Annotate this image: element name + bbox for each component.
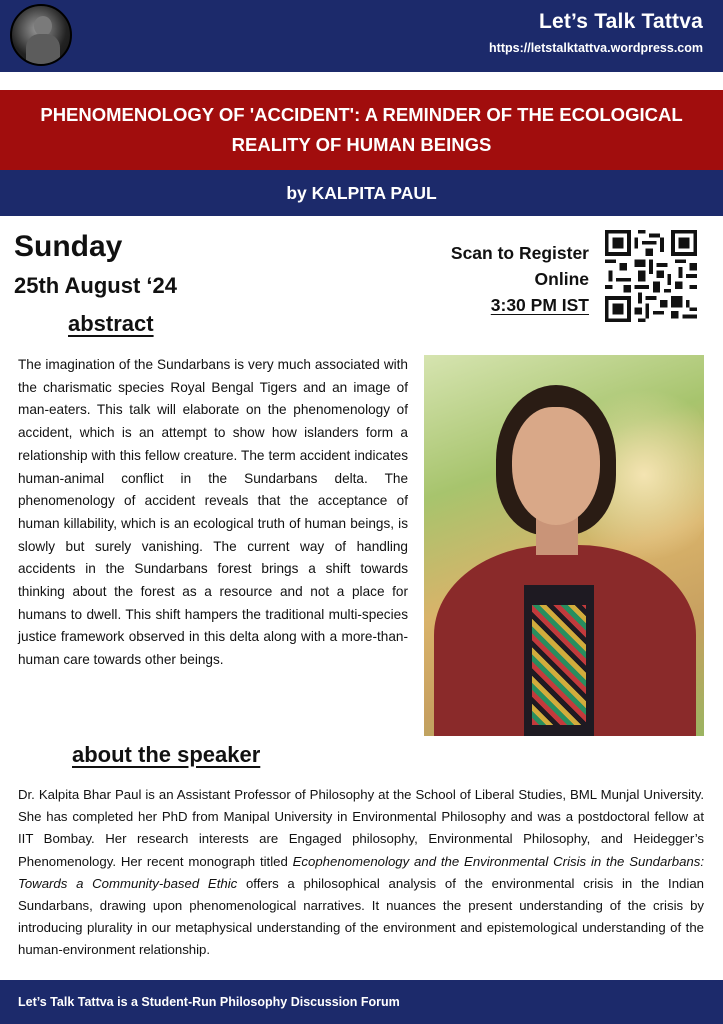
qr-code-icon[interactable]: [605, 230, 697, 322]
logo-figure-body: [26, 34, 60, 66]
author-band: [0, 170, 723, 216]
title-band: [0, 90, 723, 170]
photo-speaker-face: [512, 407, 600, 525]
header-divider: [0, 72, 723, 90]
event-date: 25th August ‘24: [14, 273, 177, 298]
brand-title: Let’s Talk Tattva: [538, 10, 703, 33]
talk-title: PHENOMENOLOGY OF 'ACCIDENT': A REMINDER OF THE ECOLOGICAL REALITY OF HUMAN BEINGS: [40, 104, 683, 155]
register-info: [451, 240, 589, 318]
speaker-heading: about the speaker: [72, 742, 261, 767]
forum-logo: [10, 4, 72, 66]
brand-url-link[interactable]: https://letstalktattva.wordpress.com: [489, 41, 703, 55]
abstract-heading: abstract: [68, 311, 154, 336]
register-line-1: Scan to Register: [450, 243, 589, 263]
speaker-bio: [18, 784, 704, 962]
speaker-photo: [424, 355, 704, 736]
footer-text: Let’s Talk Tattva is a Student-Run Philosophy Discussion Forum: [18, 995, 400, 1009]
talk-author: by KALPITA PAUL: [286, 182, 437, 203]
logo-figure-head: [34, 16, 52, 36]
monograph-title: Ecophenomenology and the Environmental Crisis in the Sundarbans: Towards a Community-based Ethic: [18, 853, 704, 891]
register-line-2: Online: [534, 269, 589, 289]
speaker-bio-part-1: Dr. Kalpita Bhar Paul is an Assistant Professor of Philosophy at the School of Liberal Studies, BML Munjal University. She has completed her PhD from Manipal University in Environmental Philosophy and was a postdoctoral fellow at IIT Bombay. Her research interests are Engaged philosophy, Environmental Philosophy, and Heidegger’s Phenomenology. Her recent monograph titled: [18, 787, 704, 869]
abstract-text: The imagination of the Sundarbans is very much associated with the charismatic species Royal Bengal Tigers and an image of man-eaters. This talk will elaborate on the phenomenology of accident, which is an attempt to show how islanders form a relationship with this fellow creature. The term accident indicates human-animal conflict in the Sundarbans delta. The phenomenology of accident reveals that the acceptance of human killability, which is an ecological truth of human beings, is slowly but surely vanishing. The current way of handling accidents in the Sundarbans forest brings a shift towards thinking about the forest as a resource and not a place for humans to dwell. This shift hampers the traditional multi-species justice framework observed in this delta along with a more-than-human care towards other beings.: [18, 357, 408, 668]
event-day: Sunday: [14, 230, 123, 263]
footer-bar: [0, 980, 723, 1024]
event-time: 3:30 PM IST: [490, 295, 589, 315]
speaker-bio-part-2: offers a philosophical analysis of the environmental crisis in the Indian Sundarbans, drawing upon phenomenological narratives. It nuances the present understanding of the crisis by introducing plurality in our metaphysical understanding of the environment and epistemological understanding of the human-environment relationship.: [18, 875, 704, 958]
photo-speaker-embroidery: [532, 605, 586, 725]
header-bar: [0, 0, 723, 72]
